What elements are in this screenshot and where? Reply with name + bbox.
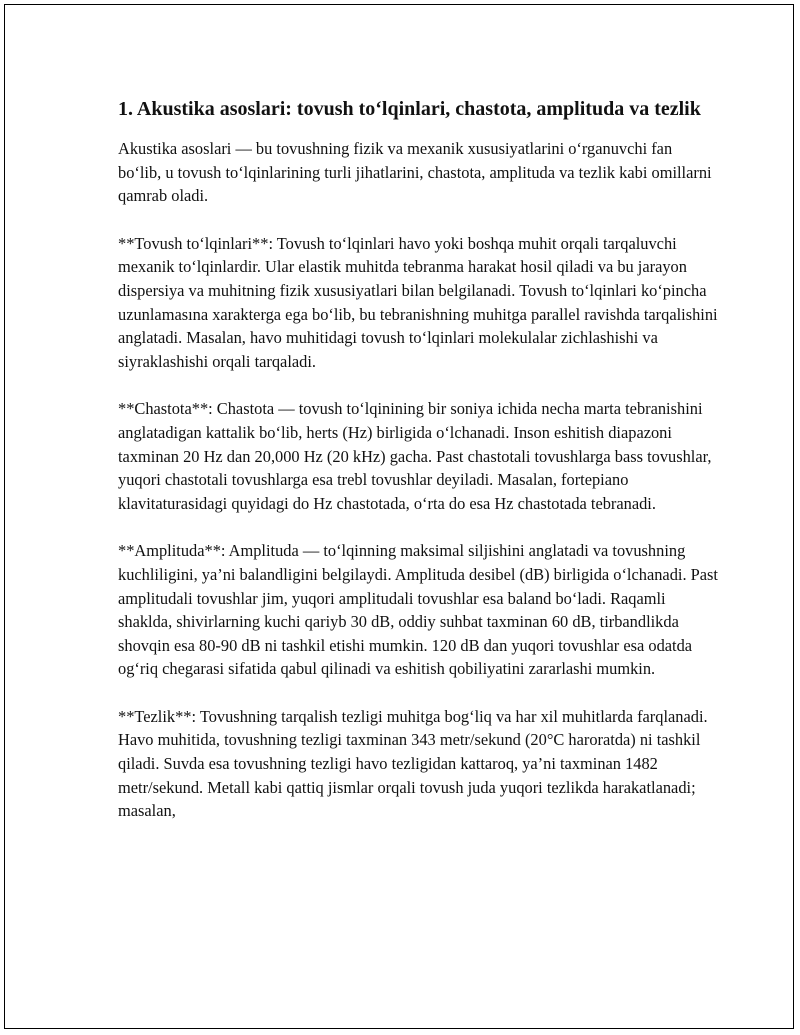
document-content (118, 95, 718, 847)
paragraph-sound-waves: **Tovush to‘lqinlari**: Tovush to‘lqinlari havo yoki boshqa muhit orqali tarqaluvchi mexanik to‘lqinlardir. Ular elastik muhitda tebranma harakat hosil qiladi va bu jarayon dispersiya va muhitning fizik xususiyatlari bilan belgilanadi. Tovush to‘lqinlari ko‘pincha uzunlamasına xarakterga ega bo‘lib, bu tebranishning muhitga parallel ravishda tarqalishini anglatadi. Masalan, havo muhitidagi tovush to‘lqinlari molekulalar zichlashishi va siyraklashishi orqali tarqaladi. (118, 233, 718, 371)
document-title: 1. Akustika asoslari: tovush to‘lqinlari, chastota, amplituda va tezlik (118, 98, 701, 120)
document-page (4, 4, 794, 1029)
paragraph-amplitude: **Amplituda**: Amplituda — to‘lqinning maksimal siljishini anglatadi va tovushning kuchliligini, ya’ni balandligini belgilaydi. Amplituda desibel (dB) birligida o‘lchanadi. Past amplitudali tovushlar jim, yuqori amplitudali tovushlar esa baland bo‘ladi. Raqamli shaklda, shivirlarning kuchi qariyb 30 dB, oddiy suhbat taxminan 60 dB, tirbandlikda shovqin esa 80-90 dB ni tashkil etishi mumkin. 120 dB dan yuqori tovushlar esa odatda og‘riq chegarasi sifatida qabul qilinadi va eshitish qobiliyatini zararlashi mumkin. (118, 541, 718, 679)
paragraph-frequency: **Chastota**: Chastota — tovush to‘lqinining bir soniya ichida necha marta tebranishini anglatadigan kattalik bo‘lib, herts (Hz) birligida o‘lchanadi. Inson eshitish diapazoni taxminan 20 Hz dan 20,000 Hz (20 kHz) gacha. Past chastotali tovushlarga bass tovushlar, yuqori chastotali tovushlarga esa trebl tovushlar deyiladi. Masalan, fortepiano klavitaturasidagi quyidagi do Hz chastotada, o‘rta do esa Hz chastotada tebranadi. (118, 399, 712, 513)
paragraph-speed: **Tezlik**: Tovushning tarqalish tezligi muhitga bog‘liq va har xil muhitlarda farqlanadi. Havo muhitida, tovushning tezligi taxminan 343 metr/sekund (20°C haroratda) ni tashkil qiladi. Suvda esa tovushning tezligi havo tezligidan kattaroq, ya’ni taxminan 1482 metr/sekund. Metall kabi qattiq jismlar orqali tovush juda yuqori tezlikda harakatlanadi; masalan, (118, 706, 708, 821)
paragraph-intro: Akustika asoslari — bu tovushning fizik va mexanik xususiyatlarini o‘rganuvchi fan bo‘lib, u tovush to‘lqinlarining turli jihatlarini, chastota, amplituda va tezlik kabi omillarni qamrab oladi. (118, 139, 712, 206)
